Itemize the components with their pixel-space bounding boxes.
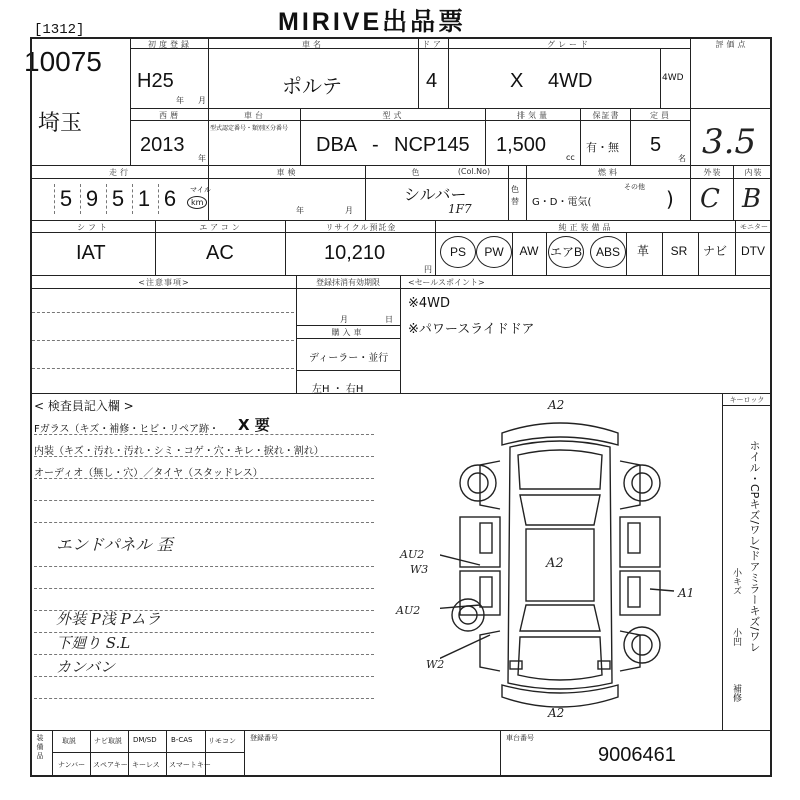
drive-small: 4WD <box>662 73 684 83</box>
footer-chassis-label: 車台番号 <box>506 734 534 742</box>
vin-note: 型式認定番号・類別区分番号 <box>210 125 289 132</box>
interior-grade: B <box>742 184 762 214</box>
label-grade: グレード <box>547 40 591 49</box>
footer-smart: スマートキー <box>169 761 211 769</box>
equipment-item: 革 <box>636 244 649 258</box>
inspection-year-unit: 年 <box>296 206 304 215</box>
label-key: キーロック <box>729 396 765 404</box>
displacement-value: 1,500 <box>496 134 547 156</box>
lot-tag: [1312] <box>34 22 85 38</box>
label-reg-expiry: 登録抹消有効期限 <box>316 278 380 287</box>
recycle-value: 10,210 <box>324 242 386 264</box>
label-type: 型式 <box>382 111 405 120</box>
label-equipment: 純正装備品 <box>558 223 614 232</box>
km-unit: km <box>187 196 207 209</box>
mileage-digit: 9 <box>80 184 103 214</box>
footer-dm: DM/SD <box>133 736 157 744</box>
inspector-line-glass: Fガラス（キズ・補修・ヒビ・リペア跡・ <box>34 424 220 435</box>
region: 埼玉 <box>38 111 83 136</box>
equipment-item: SR <box>670 244 688 258</box>
year-unit: 年 <box>198 154 206 163</box>
label-color-no: (Col.No) <box>457 167 491 176</box>
type-code: NCP145 <box>394 134 470 156</box>
label-monitor: モニター <box>740 223 768 231</box>
mark-right-side: A1 <box>678 586 695 600</box>
mark-left-door: AU2 <box>400 548 425 561</box>
sales-point-2: ※パワースライドドア <box>408 322 535 337</box>
equipment-item: エアB <box>548 236 584 268</box>
equipment-item: PS <box>440 236 476 268</box>
glass-required: X 要 <box>238 416 270 434</box>
handwritten-note-4: カンバン <box>56 658 115 676</box>
label-inspection: 車検 <box>276 168 299 177</box>
aircon-value: AC <box>206 242 234 264</box>
label-shift: シフト <box>77 223 110 232</box>
label-warranty: 保証書 <box>592 111 620 120</box>
label-sales-point: <セールスポイント> <box>408 278 485 287</box>
capacity-value: 5 <box>650 134 662 156</box>
handwritten-note-2: 外装 P浅 Pムラ <box>56 610 161 628</box>
yen-unit: 円 <box>424 265 432 274</box>
fuel-close: ) <box>666 187 674 211</box>
label-aircon: エアコン <box>199 223 243 232</box>
mileage-digit: 5 <box>54 184 77 214</box>
mark-left-rear: AU2 <box>396 604 421 617</box>
mileage-digit: 1 <box>132 184 155 214</box>
mileage-digit: 5 <box>106 184 129 214</box>
handwritten-note-3: 下廻り S.L <box>56 634 131 652</box>
equipment-item: ABS <box>590 236 626 268</box>
exterior-grade: C <box>700 184 720 214</box>
shift-value: IAT <box>76 242 106 264</box>
equipment-item: PW <box>476 236 512 268</box>
footer-remote: リモコン <box>208 737 236 745</box>
label-rating: 評価点 <box>715 40 749 49</box>
capacity-unit: 名 <box>678 154 686 163</box>
footer-manual: 取説 <box>62 737 76 745</box>
equipment-item: ナビ <box>702 244 727 258</box>
first-reg-year-unit: 年 <box>176 96 184 105</box>
label-mileage: 走行 <box>109 168 131 177</box>
right-side-small-2: 小凹 <box>731 628 741 646</box>
cc-unit: cc <box>566 153 575 162</box>
footer-reg-no-label: 登録番号 <box>250 734 278 742</box>
sheet-title: MIRIVE出品票 <box>278 8 467 36</box>
footer-spare: スペアキー <box>93 761 128 769</box>
footer-navi: ナビ取説 <box>94 737 122 745</box>
year-value: 2013 <box>140 134 185 156</box>
label-model-name: 車名 <box>302 40 324 49</box>
mark-left-wheel: W2 <box>426 658 445 671</box>
drive-value: 4WD <box>548 70 593 92</box>
footer-side-label: 装備品 <box>36 734 44 761</box>
sales-point-1: ※4WD <box>408 296 451 311</box>
lot-number: 10075 <box>24 46 102 77</box>
mark-left-door-w: W3 <box>410 563 429 576</box>
grade-value: X <box>510 70 524 92</box>
type-dash: - <box>372 134 379 156</box>
right-side-small-1: 小キズ <box>731 568 741 595</box>
footer-number: ナンバー <box>58 761 86 769</box>
handle-option: 左H ・ 右H <box>312 384 364 395</box>
rating-value: 3.5 <box>702 122 757 162</box>
inspector-line-interior: 内装（キズ・汚れ・汚れ・シミ・コゲ・穴・キレ・捩れ・割れ） <box>34 446 324 457</box>
mileage-digits <box>54 184 184 214</box>
label-first-registration: 初度登録 <box>148 40 192 49</box>
type-prefix: DBA <box>316 134 358 156</box>
mark-roof: A2 <box>546 556 564 571</box>
equipment-item: DTV <box>741 244 765 258</box>
label-purchase-type: 購入車 <box>331 328 365 337</box>
model-name: ポルテ <box>282 76 342 98</box>
color-code: 1F7 <box>448 202 472 216</box>
label-capacity: 定員 <box>650 111 672 120</box>
equipment-item: AW <box>519 244 539 258</box>
first-reg-month-unit: 月 <box>198 96 206 105</box>
mileage-digit: 6 <box>158 184 181 214</box>
warranty-value: 有・無 <box>586 141 619 154</box>
chassis-number: 9006461 <box>598 744 676 766</box>
label-exterior: 外装 <box>703 168 722 177</box>
footer-bcas: B-CAS <box>171 736 193 744</box>
label-vin: 車台 <box>244 111 266 120</box>
fuel-options: G・D・電気( <box>532 197 592 208</box>
doors-value: 4 <box>426 70 438 92</box>
reg-expiry-day: 日 <box>385 315 393 324</box>
mark-rear: A2 <box>548 706 565 720</box>
fuel-other: その他 <box>624 183 645 191</box>
inspection-month-unit: 月 <box>345 206 353 215</box>
first-reg-era: H25 <box>137 70 174 92</box>
label-recycle: リサイクル預託金 <box>325 223 397 232</box>
label-notes: <注意事項> <box>138 278 190 287</box>
reg-expiry-month: 月 <box>340 315 348 324</box>
dealer-option: ディーラー・並行 <box>309 353 389 364</box>
color-value: シルバー <box>404 185 467 204</box>
mile-unit: マイル <box>190 186 211 194</box>
label-seireki: 西暦 <box>159 111 181 120</box>
mark-front: A2 <box>548 398 565 412</box>
inspector-line-audio: オーディオ（無し・穴）／タイヤ（スタッドレス） <box>34 468 263 479</box>
inspector-heading: < 検査員記入欄 > <box>34 399 134 413</box>
label-fuel: 燃料 <box>598 168 620 177</box>
label-doors: ドア <box>422 40 444 49</box>
label-color-change: 色替 <box>511 185 519 206</box>
right-side-text: ホイル・CPキズ/ワレ/ドアミラーキズ/ワレ <box>748 440 761 653</box>
handwritten-note-1: エンドパネル 歪 <box>56 535 173 554</box>
right-side-small-3: 補修 <box>731 684 741 702</box>
label-interior: 内装 <box>744 168 763 177</box>
label-color: 色 <box>411 168 423 177</box>
footer-keyless: キーレス <box>132 761 160 769</box>
label-displacement: 排気量 <box>517 111 550 120</box>
